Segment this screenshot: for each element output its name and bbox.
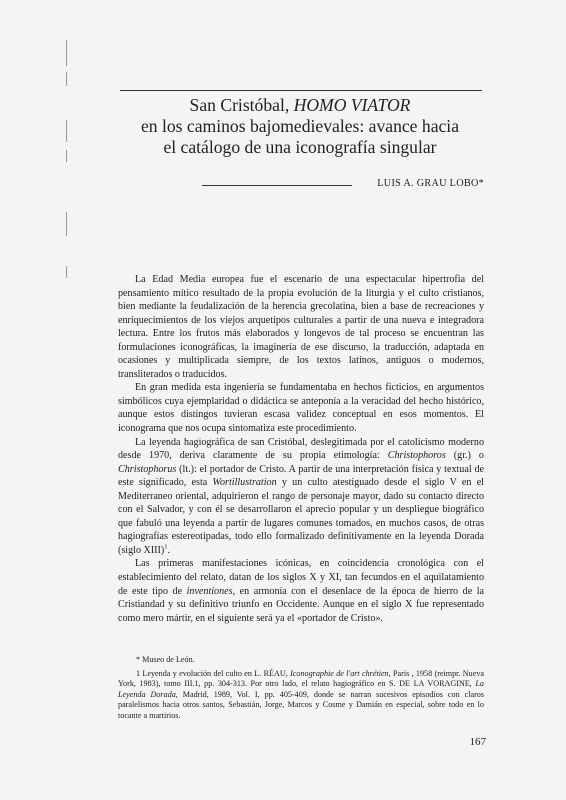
page-number: 167 xyxy=(469,736,486,748)
scan-edge-mark xyxy=(66,212,67,236)
paragraph-3: La leyenda hagiográfica de san Cristóbal, deslegitimada por el catolicismo moderno desde 1970, deriva claramente de su propia etimología: Christophoros (gr.) o Christophorus (lt.): el portador de Cristo. A partir de una interpretación física y textual de este significado, esta Wortillustration y un culto atestiguado desde el siglo V en el Mediterraneo oriental, adquirieron el rango de personaje mayor, dado su contacto directo con el Salvador, y con él se desarrollaron el aprecio popular y un despliegue biográfico que fabuló una leyenda a partir de lugares comunes tomados, en muchos casos, de otras hagiografías estereotipadas, todo ello formalizado definitivamente en la leyenda Dorada (siglo XIII)$^1$. xyxy=(118,436,484,556)
body-text xyxy=(118,273,484,625)
scan-edge-mark xyxy=(66,266,67,278)
title-top-rule xyxy=(120,90,482,91)
author-name: LUIS A. GRAU LOBO* xyxy=(377,178,484,189)
footnote-1: 1 Leyenda y evolución del culto en L. RÉAU, Iconographie de l'art chrétien, París , 1958 (reimpr. Nueva York, 1983), tomo III.1, pp. 304-313. Por otro lado, el relato hagiográfico en S. DE LA VORAGINE, La Leyenda Dorada, Madrid, 1989, Vol. I, pp. 405-409, donde se narran sucesivos episodios con claros paralelismos hacia otros santos, Sebastián, Jorge, Marcos y Cosme y Damián en especial, sobre todo en lo tocante a martirios. xyxy=(118,668,484,720)
scan-edge-mark xyxy=(66,40,67,66)
footnote-ref-1[interactable]: 1 xyxy=(164,543,168,551)
article-title xyxy=(110,95,490,158)
footnotes xyxy=(118,655,484,721)
footnote-affiliation: * Museo de León. xyxy=(136,655,195,664)
paragraph-4: Las primeras manifestaciones icónicas, en coincidencia cronológica con el establecimiento del relato, datan de los siglos X y XI, tan fecundos en el aquilatamiento de este tipo de inventiones, en armonía con el desenlace de la época de hierro de la Cristiandad y su definitivo triunfo en Occidente. Aunque en el siglo X fue representado como mero mártir, en el siguiente será ya el «portador de Cristo». xyxy=(118,558,484,624)
paragraph-1: La Edad Media europea fue el escenario de una espectacular hipertrofia del pensamiento mítico resultado de la propia evolución de la liturgia y el culto cristianos, bien mediante la feudalización de la herencia grecolatina, bien a base de recreaciones y enriquecimientos de los viejos arquetipos culturales a partir de una nueva e integradora lectura. Entre los frutos más elaborados y longevos de tal proceso se encuentran las formulaciones iconográficas, la imaginería de ese discurso, la traducción, adaptada en ocasiones y multiplicada siempre, de los textos latinos, antiguos o modernos, transliterados o traducidos. xyxy=(118,274,484,380)
scan-edge-mark xyxy=(66,150,67,162)
title-line-3: el catálogo de una iconografía singular xyxy=(163,137,437,157)
title-line-2: en los caminos bajomedievales: avance hacia xyxy=(140,116,460,136)
paragraph-2: En gran medida esta ingeniería se fundamentaba en hechos ficticios, en argumentos simbólicos cuya ejemplaridad o didáctica se anteponía a la veracidad del hecho histórico, aunque estos distingos tuvieran escasa validez conceptual en esos momentos. El iconograma que nos ocupa sintomatiza este procedimiento. xyxy=(118,382,484,435)
title-line-1: San Cristóbal, HOMO VIATOR xyxy=(189,95,411,115)
author-row xyxy=(202,178,484,192)
scan-edge-mark xyxy=(66,72,67,86)
scan-edge-mark xyxy=(66,120,67,142)
author-rule xyxy=(202,185,352,186)
